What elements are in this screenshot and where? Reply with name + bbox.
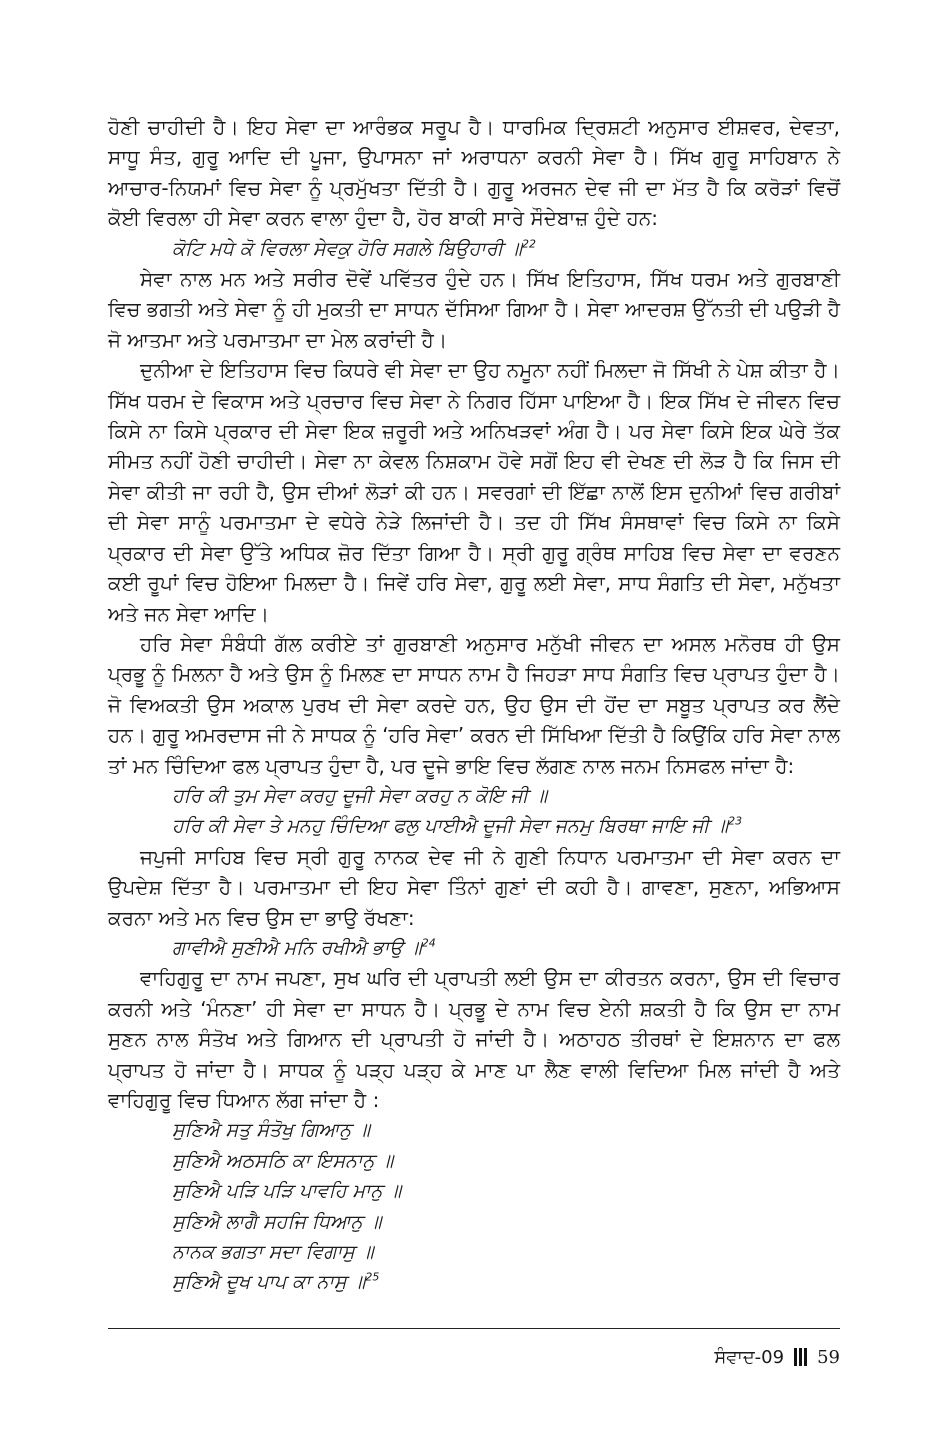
paragraph-1: ਹੋਣੀ ਚਾਹੀਦੀ ਹੈ। ਇਹ ਸੇਵਾ ਦਾ ਆਰੰਭਕ ਸਰੂਪ ਹੈ। ਧਾਰਮਿਕ ਦ੍ਰਿਸ਼ਟੀ ਅਨੁਸਾਰ ਈਸ਼ਵਰ, ਦੇਵਤਾ, ਸਾਧੂ ਸੰਤ, ਗੁਰੂ ਆਦਿ ਦੀ ਪੂਜਾ, ਉਪਾਸਨਾ ਜਾਂ ਅਰਾਧਨਾ ਕਰਨੀ ਸੇਵਾ ਹੈ। ਸਿੱਖ ਗੁਰੂ ਸਾਹਿਬਾਨ ਨੇ ਆਚਾਰ-ਨਿਯਮਾਂ ਵਿਚ ਸੇਵਾ ਨੂੰ ਪ੍ਰਮੁੱਖਤਾ ਦਿੱਤੀ ਹੈ। ਗੁਰੂ ਅਰਜਨ ਦੇਵ ਜੀ ਦਾ ਮੱਤ ਹੈ ਕਿ ਕਰੋੜਾਂ ਵਿਚੋਂ ਕੋਈ ਵਿਰਲਾ ਹੀ ਸੇਵਾ ਕਰਨ ਵਾਲਾ ਹੁੰਦਾ ਹੈ, ਹੋਰ ਬਾਕੀ ਸਾਰੇ ਸੌਦੇਬਾਜ਼ ਹੁੰਦੇ ਹਨ: <box>108 115 840 231</box>
paragraph-2: ਸੇਵਾ ਨਾਲ ਮਨ ਅਤੇ ਸਰੀਰ ਦੋਵੇਂ ਪਵਿੱਤਰ ਹੁੰਦੇ ਹਨ। ਸਿੱਖ ਇਤਿਹਾਸ, ਸਿੱਖ ਧਰਮ ਅਤੇ ਗੁਰਬਾਣੀ ਵਿਚ ਭਗਤੀ ਅਤੇ ਸੇਵਾ ਨੂੰ ਹੀ ਮੁਕਤੀ ਦਾ ਸਾਧਨ ਦੱਸਿਆ ਗਿਆ ਹੈ। ਸੇਵਾ ਆਦਰਸ਼ ਉੱਨਤੀ ਦੀ ਪਉੜੀ ਹੈ ਜੋ ਆਤਮਾ ਅਤੇ ਪਰਮਾਤਮਾ ਦਾ ਮੇਲ ਕਰਾਂਦੀ ਹੈ। <box>108 267 840 352</box>
footer-rule <box>108 1328 840 1329</box>
quote-23-line-2-text: ਹਰਿ ਕੀ ਸੇਵਾ ਤੇ ਮਨਹੁ ਚਿੰਦਿਆ ਫਲੁ ਪਾਈਐ ਦੂਜੀ ਸੇਵਾ ਜਨਮੁ ਬਿਰਥਾ ਜਾਇ ਜੀ ॥ <box>172 815 729 838</box>
footnote-ref-24: 24 <box>421 936 436 950</box>
paragraph-4: ਹਰਿ ਸੇਵਾ ਸੰਬੰਧੀ ਗੱਲ ਕਰੀਏ ਤਾਂ ਗੁਰਬਾਣੀ ਅਨੁਸਾਰ ਮਨੁੱਖੀ ਜੀਵਨ ਦਾ ਅਸਲ ਮਨੋਰਥ ਹੀ ਉਸ ਪ੍ਰਭੂ ਨੂੰ ਮਿਲਨਾ ਹੈ ਅਤੇ ਉਸ ਨੂੰ ਮਿਲਣ ਦਾ ਸਾਧਨ ਨਾਮ ਹੈ ਜਿਹੜਾ ਸਾਧ ਸੰਗਤਿ ਵਿਚ ਪ੍ਰਾਪਤ ਹੁੰਦਾ ਹੈ। ਜੋ ਵਿਅਕਤੀ ਉਸ ਅਕਾਲ ਪੁਰਖ ਦੀ ਸੇਵਾ ਕਰਦੇ ਹਨ, ਉਹ ਉਸ ਦੀ ਹੋਂਦ ਦਾ ਸਬੂਤ ਪ੍ਰਾਪਤ ਕਰ ਲੈਂਦੇ ਹਨ। ਗੁਰੂ ਅਮਰਦਾਸ ਜੀ ਨੇ ਸਾਧਕ ਨੂੰ ‘ਹਰਿ ਸੇਵਾ’ ਕਰਨ ਦੀ ਸਿੱਖਿਆ ਦਿੱਤੀ ਹੈ ਕਿਉਂਕਿ ਹਰਿ ਸੇਵਾ ਨਾਲ ਤਾਂ ਮਨ ਚਿੰਦਿਆ ਫਲ ਪ੍ਰਾਪਤ ਹੁੰਦਾ ਹੈ, ਪਰ ਦੂਜੇ ਭਾਇ ਵਿਚ ਲੱਗਣ ਨਾਲ ਜਨਮ ਨਿਸਫਲ ਜਾਂਦਾ ਹੈ: <box>108 631 840 778</box>
journal-name: ਸੰਵਾਦ-09 <box>714 1346 785 1368</box>
quote-25-line-6 <box>172 1267 840 1297</box>
quote-22 <box>108 234 840 264</box>
footnote-ref-25: 25 <box>365 1271 380 1285</box>
quote-22-text: ਕੋਟਿ ਮਧੇ ਕੋ ਵਿਰਲਾ ਸੇਵਕੁ ਹੋਰਿ ਸਗਲੇ ਬਿਉਹਾਰੀ ॥ <box>172 237 522 260</box>
quote-24 <box>108 933 840 963</box>
quote-25-line-4: ਸੁਣਿਐ ਲਾਗੈ ਸਹਜਿ ਧਿਆਨੁ ॥ <box>172 1210 382 1233</box>
quote-25-line-5: ਨਾਨਕ ਭਗਤਾ ਸਦਾ ਵਿਗਾਸੁ ॥ <box>172 1241 374 1264</box>
footnote-ref-22: 22 <box>521 237 536 251</box>
page-number: 59 <box>817 1346 840 1368</box>
quote-25 <box>108 1115 840 1297</box>
page-footer <box>714 1343 840 1371</box>
paragraph-5: ਜਪੁਜੀ ਸਾਹਿਬ ਵਿਚ ਸ੍ਰੀ ਗੁਰੂ ਨਾਨਕ ਦੇਵ ਜੀ ਨੇ ਗੁਣੀ ਨਿਧਾਨ ਪਰਮਾਤਮਾ ਦੀ ਸੇਵਾ ਕਰਨ ਦਾ ਉਪਦੇਸ਼ ਦਿੱਤਾ ਹੈ। ਪਰਮਾਤਮਾ ਦੀ ਇਹ ਸੇਵਾ ਤਿੰਨਾਂ ਗੁਣਾਂ ਦੀ ਕਹੀ ਹੈ। ਗਾਵਣਾ, ਸੁਣਨਾ, ਅਭਿਆਸ ਕਰਨਾ ਅਤੇ ਮਨ ਵਿਚ ਉਸ ਦਾ ਭਾਉ ਰੱਖਣਾ: <box>108 844 840 930</box>
quote-24-text: ਗਾਵੀਐ ਸੁਣੀਐ ਮਨਿ ਰਖੀਐ ਭਾਉ ॥ <box>172 936 422 959</box>
quote-25-line-2: ਸੁਣਿਐ ਅਠਸਠਿ ਕਾ ਇਸਨਾਨੁ ॥ <box>172 1149 394 1172</box>
quote-23 <box>108 781 840 842</box>
quote-25-line-6-text: ਸੁਣਿਐ ਦੂਖ ਪਾਪ ਕਾ ਨਾਸੁ ॥ <box>172 1271 366 1294</box>
quote-23-line-2 <box>172 811 840 841</box>
paragraph-6: ਵਾਹਿਗੁਰੂ ਦਾ ਨਾਮ ਜਪਣਾ, ਸੁਖ ਘਰਿ ਦੀ ਪ੍ਰਾਪਤੀ ਲਈ ਉਸ ਦਾ ਕੀਰਤਨ ਕਰਨਾ, ਉਸ ਦੀ ਵਿਚਾਰ ਕਰਨੀ ਅਤੇ ‘ਮੰਨਣਾ’ ਹੀ ਸੇਵਾ ਦਾ ਸਾਧਨ ਹੈ। ਪ੍ਰਭੂ ਦੇ ਨਾਮ ਵਿਚ ਏਨੀ ਸ਼ਕਤੀ ਹੈ ਕਿ ਉਸ ਦਾ ਨਾਮ ਸੁਣਨ ਨਾਲ ਸੰਤੋਖ ਅਤੇ ਗਿਆਨ ਦੀ ਪ੍ਰਾਪਤੀ ਹੋ ਜਾਂਦੀ ਹੈ। ਅਠਾਹਠ ਤੀਰਥਾਂ ਦੇ ਇਸ਼ਨਾਨ ਦਾ ਫਲ ਪ੍ਰਾਪਤ ਹੋ ਜਾਂਦਾ ਹੈ। ਸਾਧਕ ਨੂੰ ਪੜ੍ਹ ਪੜ੍ਹ ਕੇ ਮਾਣ ਪਾ ਲੈਣ ਵਾਲੀ ਵਿਦਿਆ ਮਿਲ ਜਾਂਦੀ ਹੈ ਅਤੇ ਵਾਹਿਗੁਰੂ ਵਿਚ ਧਿਆਨ ਲੱਗ ਜਾਂਦਾ ਹੈ : <box>108 966 840 1112</box>
footnote-ref-23: 23 <box>728 815 743 829</box>
quote-25-line-1: ਸੁਣਿਐ ਸਤੁ ਸੰਤੋਖੁ ਗਿਆਨੁ ॥ <box>172 1119 370 1142</box>
separator-bars-icon <box>794 1348 807 1366</box>
paragraph-3: ਦੁਨੀਆ ਦੇ ਇਤਿਹਾਸ ਵਿਚ ਕਿਧਰੇ ਵੀ ਸੇਵਾ ਦਾ ਉਹ ਨਮੂਨਾ ਨਹੀਂ ਮਿਲਦਾ ਜੋ ਸਿੱਖੀ ਨੇ ਪੇਸ਼ ਕੀਤਾ ਹੈ। ਸਿੱਖ ਧਰਮ ਦੇ ਵਿਕਾਸ ਅਤੇ ਪ੍ਰਚਾਰ ਵਿਚ ਸੇਵਾ ਨੇ ਨਿਗਰ ਹਿੱਸਾ ਪਾਇਆ ਹੈ। ਇਕ ਸਿੱਖ ਦੇ ਜੀਵਨ ਵਿਚ ਕਿਸੇ ਨਾ ਕਿਸੇ ਪ੍ਰਕਾਰ ਦੀ ਸੇਵਾ ਇਕ ਜ਼ਰੂਰੀ ਅਤੇ ਅਨਿਖੜਵਾਂ ਅੰਗ ਹੈ। ਪਰ ਸੇਵਾ ਕਿਸੇ ਇਕ ਘੇਰੇ ਤੱਕ ਸੀਮਤ ਨਹੀਂ ਹੋਣੀ ਚਾਹੀਦੀ। ਸੇਵਾ ਨਾ ਕੇਵਲ ਨਿਸ਼ਕਾਮ ਹੋਵੇ ਸਗੋਂ ਇਹ ਵੀ ਦੇਖਣ ਦੀ ਲੋੜ ਹੈ ਕਿ ਜਿਸ ਦੀ ਸੇਵਾ ਕੀਤੀ ਜਾ ਰਹੀ ਹੈ, ਉਸ ਦੀਆਂ ਲੋੜਾਂ ਕੀ ਹਨ। ਸਵਰਗਾਂ ਦੀ ਇੱਛਾ ਨਾਲੋਂ ਇਸ ਦੁਨੀਆਂ ਵਿਚ ਗਰੀਬਾਂ ਦੀ ਸੇਵਾ ਸਾਨੂੰ ਪਰਮਾਤਮਾ ਦੇ ਵਧੇਰੇ ਨੇੜੇ ਲਿਜਾਂਦੀ ਹੈ। ਤਦ ਹੀ ਸਿੱਖ ਸੰਸਥਾਵਾਂ ਵਿਚ ਕਿਸੇ ਨਾ ਕਿਸੇ ਪ੍ਰਕਾਰ ਦੀ ਸੇਵਾ ਉੱਤੇ ਅਧਿਕ ਜ਼ੋਰ ਦਿੱਤਾ ਗਿਆ ਹੈ। ਸ੍ਰੀ ਗੁਰੂ ਗ੍ਰੰਥ ਸਾਹਿਬ ਵਿਚ ਸੇਵਾ ਦਾ ਵਰਣਨ ਕਈ ਰੂਪਾਂ ਵਿਚ ਹੋਇਆ ਮਿਲਦਾ ਹੈ। ਜਿਵੇਂ ਹਰਿ ਸੇਵਾ, ਗੁਰੂ ਲਈ ਸੇਵਾ, ਸਾਧ ਸੰਗਤਿ ਦੀ ਸੇਵਾ, ਮਨੁੱਖਤਾ ਅਤੇ ਜਨ ਸੇਵਾ ਆਦਿ। <box>108 358 840 626</box>
quote-25-line-3: ਸੁਣਿਐ ਪੜਿ ਪੜਿ ਪਾਵਹਿ ਮਾਨੁ ॥ <box>172 1180 402 1203</box>
page-body <box>108 112 840 1298</box>
quote-23-line-1: ਹਰਿ ਕੀ ਤੁਮ ਸੇਵਾ ਕਰਹੁ ਦੂਜੀ ਸੇਵਾ ਕਰਹੁ ਨ ਕੋਇ ਜੀ ॥ <box>172 784 548 807</box>
